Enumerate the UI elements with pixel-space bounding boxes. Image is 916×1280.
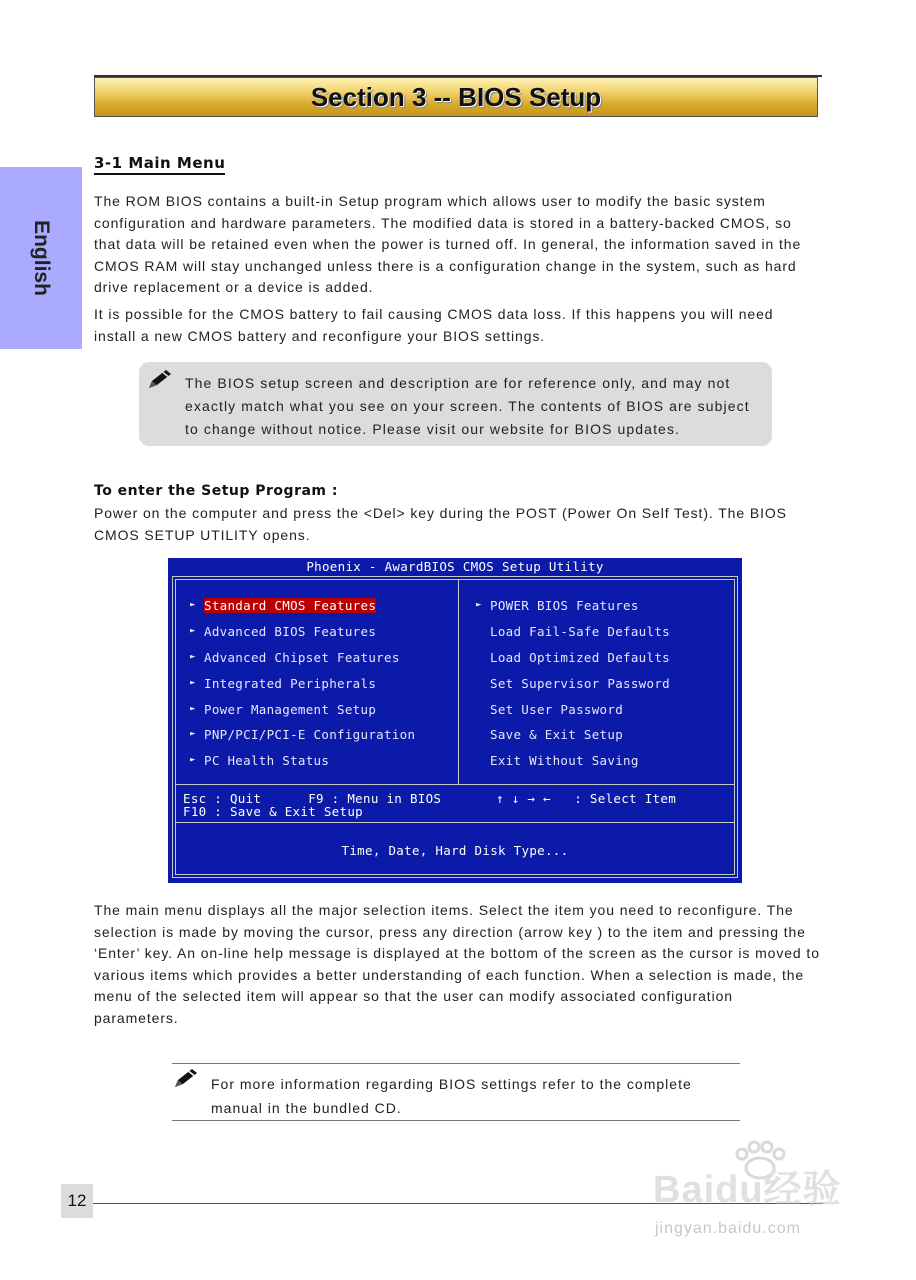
pencil-icon: [172, 1067, 200, 1089]
bios-menu-load-fail-safe[interactable]: Load Fail-Safe Defaults: [490, 624, 670, 639]
reference-note-text: The BIOS setup screen and description are for reference only, and may not exactly match what you see on your screen. The contents of BIOS are subject to change without notice. Please visit our website for BIOS updates.: [185, 375, 750, 437]
arrow-right-icon: ►: [190, 678, 196, 688]
enter-setup-text: Power on the computer and press the <Del> key during the POST (Power On Self Test). The BIOS CMOS SETUP UTILITY opens.: [94, 505, 787, 543]
bios-menu-power-management[interactable]: Power Management Setup: [204, 702, 377, 717]
bios-menu-load-optimized[interactable]: Load Optimized Defaults: [490, 650, 670, 665]
bios-menu-save-exit[interactable]: Save & Exit Setup: [490, 727, 624, 742]
bios-divider-1: [175, 784, 734, 785]
watermark-logo: Baidu经验: [653, 1169, 842, 1211]
bios-menu-advanced-chipset[interactable]: Advanced Chipset Features: [204, 650, 400, 665]
bios-menu-supervisor-password[interactable]: Set Supervisor Password: [490, 676, 670, 691]
arrow-right-icon: ►: [190, 729, 196, 739]
pencil-icon: [147, 368, 173, 390]
bios-key-legend-1: Esc : Quit F9 : Menu in BIOS ↑ ↓ → ← : Select Item: [183, 791, 677, 806]
bios-help-text: Time, Date, Hard Disk Type...: [341, 843, 569, 858]
bios-menu-pnp-pci[interactable]: PNP/PCI/PCI-E Configuration: [204, 727, 416, 742]
bios-menu-advanced-bios[interactable]: Advanced BIOS Features: [204, 624, 377, 639]
arrow-right-icon: ►: [190, 626, 196, 636]
bios-menu-integrated-peripherals[interactable]: Integrated Peripherals: [204, 676, 377, 691]
main-menu-heading: 3-1 Main Menu: [94, 154, 225, 175]
arrow-right-icon: ►: [190, 652, 196, 662]
bios-menu-user-password[interactable]: Set User Password: [490, 702, 624, 717]
note-bottom-rule: [172, 1120, 740, 1121]
language-side-tab: [0, 167, 82, 349]
bios-menu-pc-health[interactable]: PC Health Status: [204, 753, 330, 768]
section-title: Section 3 -- BIOS Setup: [94, 77, 818, 117]
watermark-url: jingyan.baidu.com: [655, 1220, 801, 1237]
page-number: 12: [61, 1184, 93, 1218]
arrow-right-icon: ►: [190, 704, 196, 714]
bios-title: Phoenix - AwardBIOS CMOS Setup Utility: [306, 559, 604, 574]
reference-note-box: [139, 362, 772, 446]
note-top-rule: [172, 1063, 740, 1064]
arrow-right-icon: ►: [190, 600, 196, 610]
bios-menu-power-bios[interactable]: POWER BIOS Features: [490, 598, 639, 613]
enter-setup-heading: To enter the Setup Program :: [94, 483, 338, 499]
intro-paragraph: The ROM BIOS contains a built-in Setup program which allows user to modify the basic system configuration and hardware parameters. The modified data is stored in a battery-backed CMOS, so that data will be retained even when the power is turned off. In general, the information saved in the CMOS RAM will stay unchanged unless there is a configuration change in the system, such as hard drive replacement or a device is added.: [94, 193, 802, 295]
bios-manual-note: For more information regarding BIOS settings refer to the complete manual in the bundled CD.: [211, 1076, 692, 1116]
main-menu-description: The main menu displays all the major selection items. Select the item you need to reconfigure. The selection is made by moving the cursor, press any direction (arrow key ) to the item and pressing the ‘Enter’ key. An on-line help message is displayed at the bottom of the screen as the cursor is moved to various items which provides a better understanding of each function. When a selection is made, the menu of the selected item will appear so that the user can modify associated configuration parameters.: [94, 902, 820, 1026]
bios-menu-standard-cmos[interactable]: Standard CMOS Features: [204, 598, 377, 613]
bios-divider-2: [175, 822, 734, 823]
bios-key-legend-2: F10 : Save & Exit Setup: [183, 804, 363, 819]
bios-menu-exit-without-saving[interactable]: Exit Without Saving: [490, 753, 639, 768]
battery-paragraph: It is possible for the CMOS battery to fail causing CMOS data loss. If this happens you will need install a new CMOS battery and reconfigure your BIOS settings.: [94, 306, 774, 344]
arrow-right-icon: ►: [190, 755, 196, 765]
bios-screenshot: [168, 558, 742, 883]
bios-column-divider: [458, 579, 459, 784]
watermark: [645, 1140, 875, 1250]
arrow-right-icon: ►: [476, 600, 482, 610]
side-tab-label: English: [30, 220, 53, 296]
